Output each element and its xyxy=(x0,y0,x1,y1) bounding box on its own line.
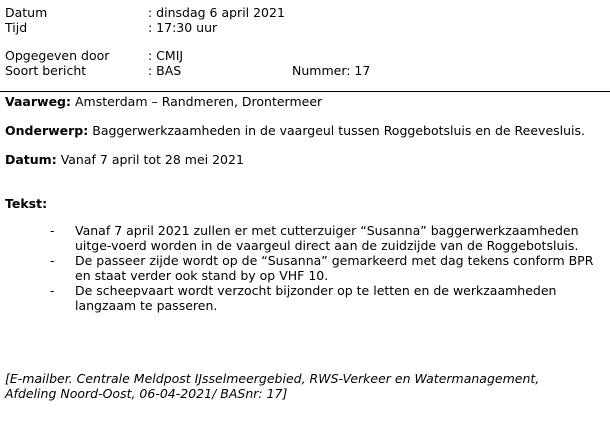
bullet-text: De scheepvaart wordt verzocht bijzonder op te letten en de werkzaamheden langzaam te passeren. xyxy=(75,283,557,313)
onderwerp-label: Onderwerp: xyxy=(5,123,89,138)
bullet-text: Vanaf 7 april 2021 zullen er met cutterzuiger “Susanna” baggerwerkzaamheden uitge-voerd worden in de vaargeul direct aan de zuidzijde van de Roggebotsluis. xyxy=(75,223,579,253)
vaarweg-label: Vaarweg: xyxy=(5,94,71,109)
onderwerp-line xyxy=(5,123,585,138)
tijd-label: Tijd xyxy=(5,20,28,35)
periode-line xyxy=(5,152,244,167)
soort-value: : BAS xyxy=(148,63,182,78)
bullet-list xyxy=(50,223,605,313)
list-item xyxy=(50,283,605,313)
onderwerp-value: Baggerwerkzaamheden in de vaargeul tussen Roggebotsluis en de Reevesluis. xyxy=(88,123,586,138)
vaarweg-line xyxy=(5,94,322,109)
divider xyxy=(0,91,610,92)
bullet-dash: - xyxy=(50,283,55,298)
source-footer: [E-mailber. Centrale Meldpost IJsselmeergebied, RWS-Verkeer en Watermanagement, Afdeling Noord-Oost, 06-04-2021/ BASnr: 17] xyxy=(5,371,540,401)
list-item xyxy=(50,223,605,253)
soort-label: Soort bericht xyxy=(5,63,87,78)
opgegeven-label: Opgegeven door xyxy=(5,48,110,63)
tijd-value: : 17:30 uur xyxy=(148,20,218,35)
tekst-line xyxy=(5,196,47,211)
datum-value: : dinsdag 6 april 2021 xyxy=(148,5,285,20)
list-item xyxy=(50,253,605,283)
bullet-text: De passeer zijde wordt op de “Susanna” gemarkeerd met dag tekens conform BPR en staat verder ook stand by op VHF 10. xyxy=(75,253,594,283)
vaarweg-value: Amsterdam – Randmeren, Drontermeer xyxy=(71,94,323,109)
bullet-dash: - xyxy=(50,253,55,268)
datum-label: Datum xyxy=(5,5,48,20)
periode-value: Vanaf 7 april tot 28 mei 2021 xyxy=(56,152,244,167)
nummer-text: Nummer: 17 xyxy=(292,63,371,78)
opgegeven-value: : CMIJ xyxy=(148,48,184,63)
periode-label: Datum: xyxy=(5,152,57,167)
bullet-dash: - xyxy=(50,223,55,238)
tekst-label: Tekst: xyxy=(5,196,48,211)
